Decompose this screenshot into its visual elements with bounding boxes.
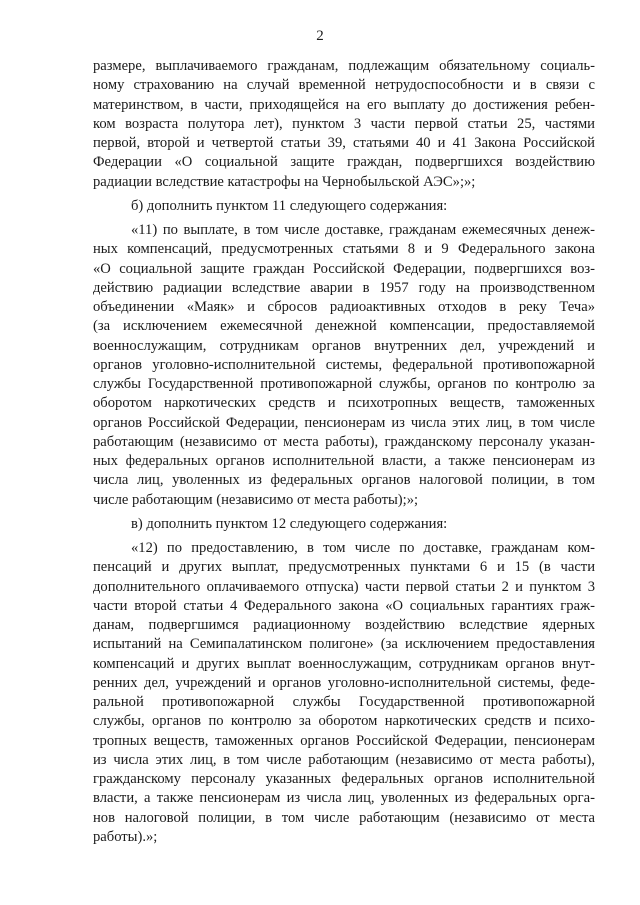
text-line: числе работающим (независимо от места работы);»; — [93, 491, 419, 508]
text-line: органов уголовно-исполнительной системы, федеральной противопожарной — [93, 356, 595, 373]
paragraph-item-v — [93, 515, 595, 534]
text-line: власти, а также пенсионерам из числа лиц, уволенных из федеральных орга- — [93, 790, 595, 807]
text-line: числа лиц, уволенных из федеральных органов налоговой полиции, в том — [93, 472, 595, 489]
text-line: ных федеральных органов исполнительной власти, а также пенсионерам из — [93, 453, 595, 469]
text-line: пенсаций и других выплат, предусмотренных пунктами 6 и 15 (в части — [93, 559, 595, 576]
text-line: «О социальной защите граждан Российской Федерации, подвергшихся воз- — [93, 260, 595, 277]
text-line: Федерации «О социальной защите граждан, подвергшихся воздействию — [93, 154, 595, 171]
text-line: ральной противопожарной службы Государственной противопожарной — [93, 694, 595, 710]
text-line: ренних дел, учреждений и органов уголовно-исполнительной системы, феде- — [93, 674, 595, 691]
paragraph-item-b — [93, 197, 595, 216]
paragraph-point-12 — [93, 539, 595, 847]
text-line: первой, второй и четвертой статьи 39, статьями 40 и 41 Закона Российской — [93, 135, 595, 151]
paragraph-continuation — [93, 57, 595, 192]
text-line: части второй статьи 4 Федерального закона «О социальных гарантиях граж- — [93, 597, 595, 614]
text-line: б) дополнить пунктом 11 следующего содержания: — [131, 197, 448, 214]
text-line: нов налоговой полиции, в том числе работающим (независимо от места — [93, 809, 595, 826]
text-line: размере, выплачиваемого гражданам, подлежащим обязательному социаль- — [93, 58, 595, 74]
text-line: испытаний на Семипалатинском полигоне» (за исключением предоставления — [93, 636, 595, 653]
text-line: «11) по выплате, в том числе доставке, гражданам ежемесячных денеж- — [131, 222, 595, 238]
text-line: материнством, в части, приходящейся на его выплату до достижения ребен- — [93, 96, 595, 113]
text-line: в) дополнить пунктом 12 следующего содержания: — [131, 515, 448, 532]
text-line: тропных веществ, таможенных органов Российской Федерации, пенсионерам — [93, 732, 595, 749]
page-number: 2 — [316, 28, 324, 44]
text-line: работающим (независимо от места работы), гражданскому персоналу указан- — [93, 433, 595, 450]
text-line: военнослужащим, сотрудникам органов внутренних дел, учреждений и — [93, 337, 595, 354]
document-body — [93, 57, 595, 847]
text-line: службы Государственной противопожарной службы, органов по контролю за — [93, 376, 595, 392]
text-line: гражданскому персоналу указанных федеральных органов исполнительной — [93, 771, 595, 787]
text-line: оборотом наркотических средств и психотропных веществ, таможенных — [93, 395, 595, 412]
text-line: компенсаций и других выплат военнослужащим, сотрудникам органов внут- — [93, 655, 595, 672]
text-line: дополнительного оплачиваемого отпуска) части первой статьи 2 и пунктом 3 — [93, 578, 595, 595]
text-line: радиации вследствие катастрофы на Чернобыльской АЭС»;»; — [93, 173, 476, 190]
text-line: (за исключением ежемесячной денежной компенсации, предоставляемой — [93, 318, 595, 335]
text-line: из числа этих лиц, в том числе работающим (независимо от места работы), — [93, 751, 595, 768]
paragraph-point-11 — [93, 221, 595, 510]
text-line: работы).»; — [93, 828, 158, 845]
text-line: ному страхованию на случай временной нетрудоспособности и в связи с — [93, 77, 595, 94]
text-line: ных компенсаций, предусмотренных статьями 8 и 9 Федерального закона — [93, 241, 595, 258]
text-line: данам, подвергшимся радиационному воздействию вследствие ядерных — [93, 617, 595, 633]
text-line: объединении «Маяк» и сбросов радиоактивных отходов в реку Теча» — [93, 299, 595, 315]
text-line: «12) по предоставлению, в том числе по доставке, гражданам ком- — [131, 540, 595, 556]
text-line: ком возраста полутора лет), пунктом 3 части первой статьи 25, частями — [93, 115, 595, 132]
text-line: действию радиации вследствие аварии в 1957 году на производственном — [93, 279, 595, 296]
text-line: органов Российской Федерации, пенсионерам из числа этих лиц, в том числе — [93, 414, 595, 431]
text-line: службы, органов по контролю за оборотом наркотических средств и психо- — [93, 713, 595, 730]
